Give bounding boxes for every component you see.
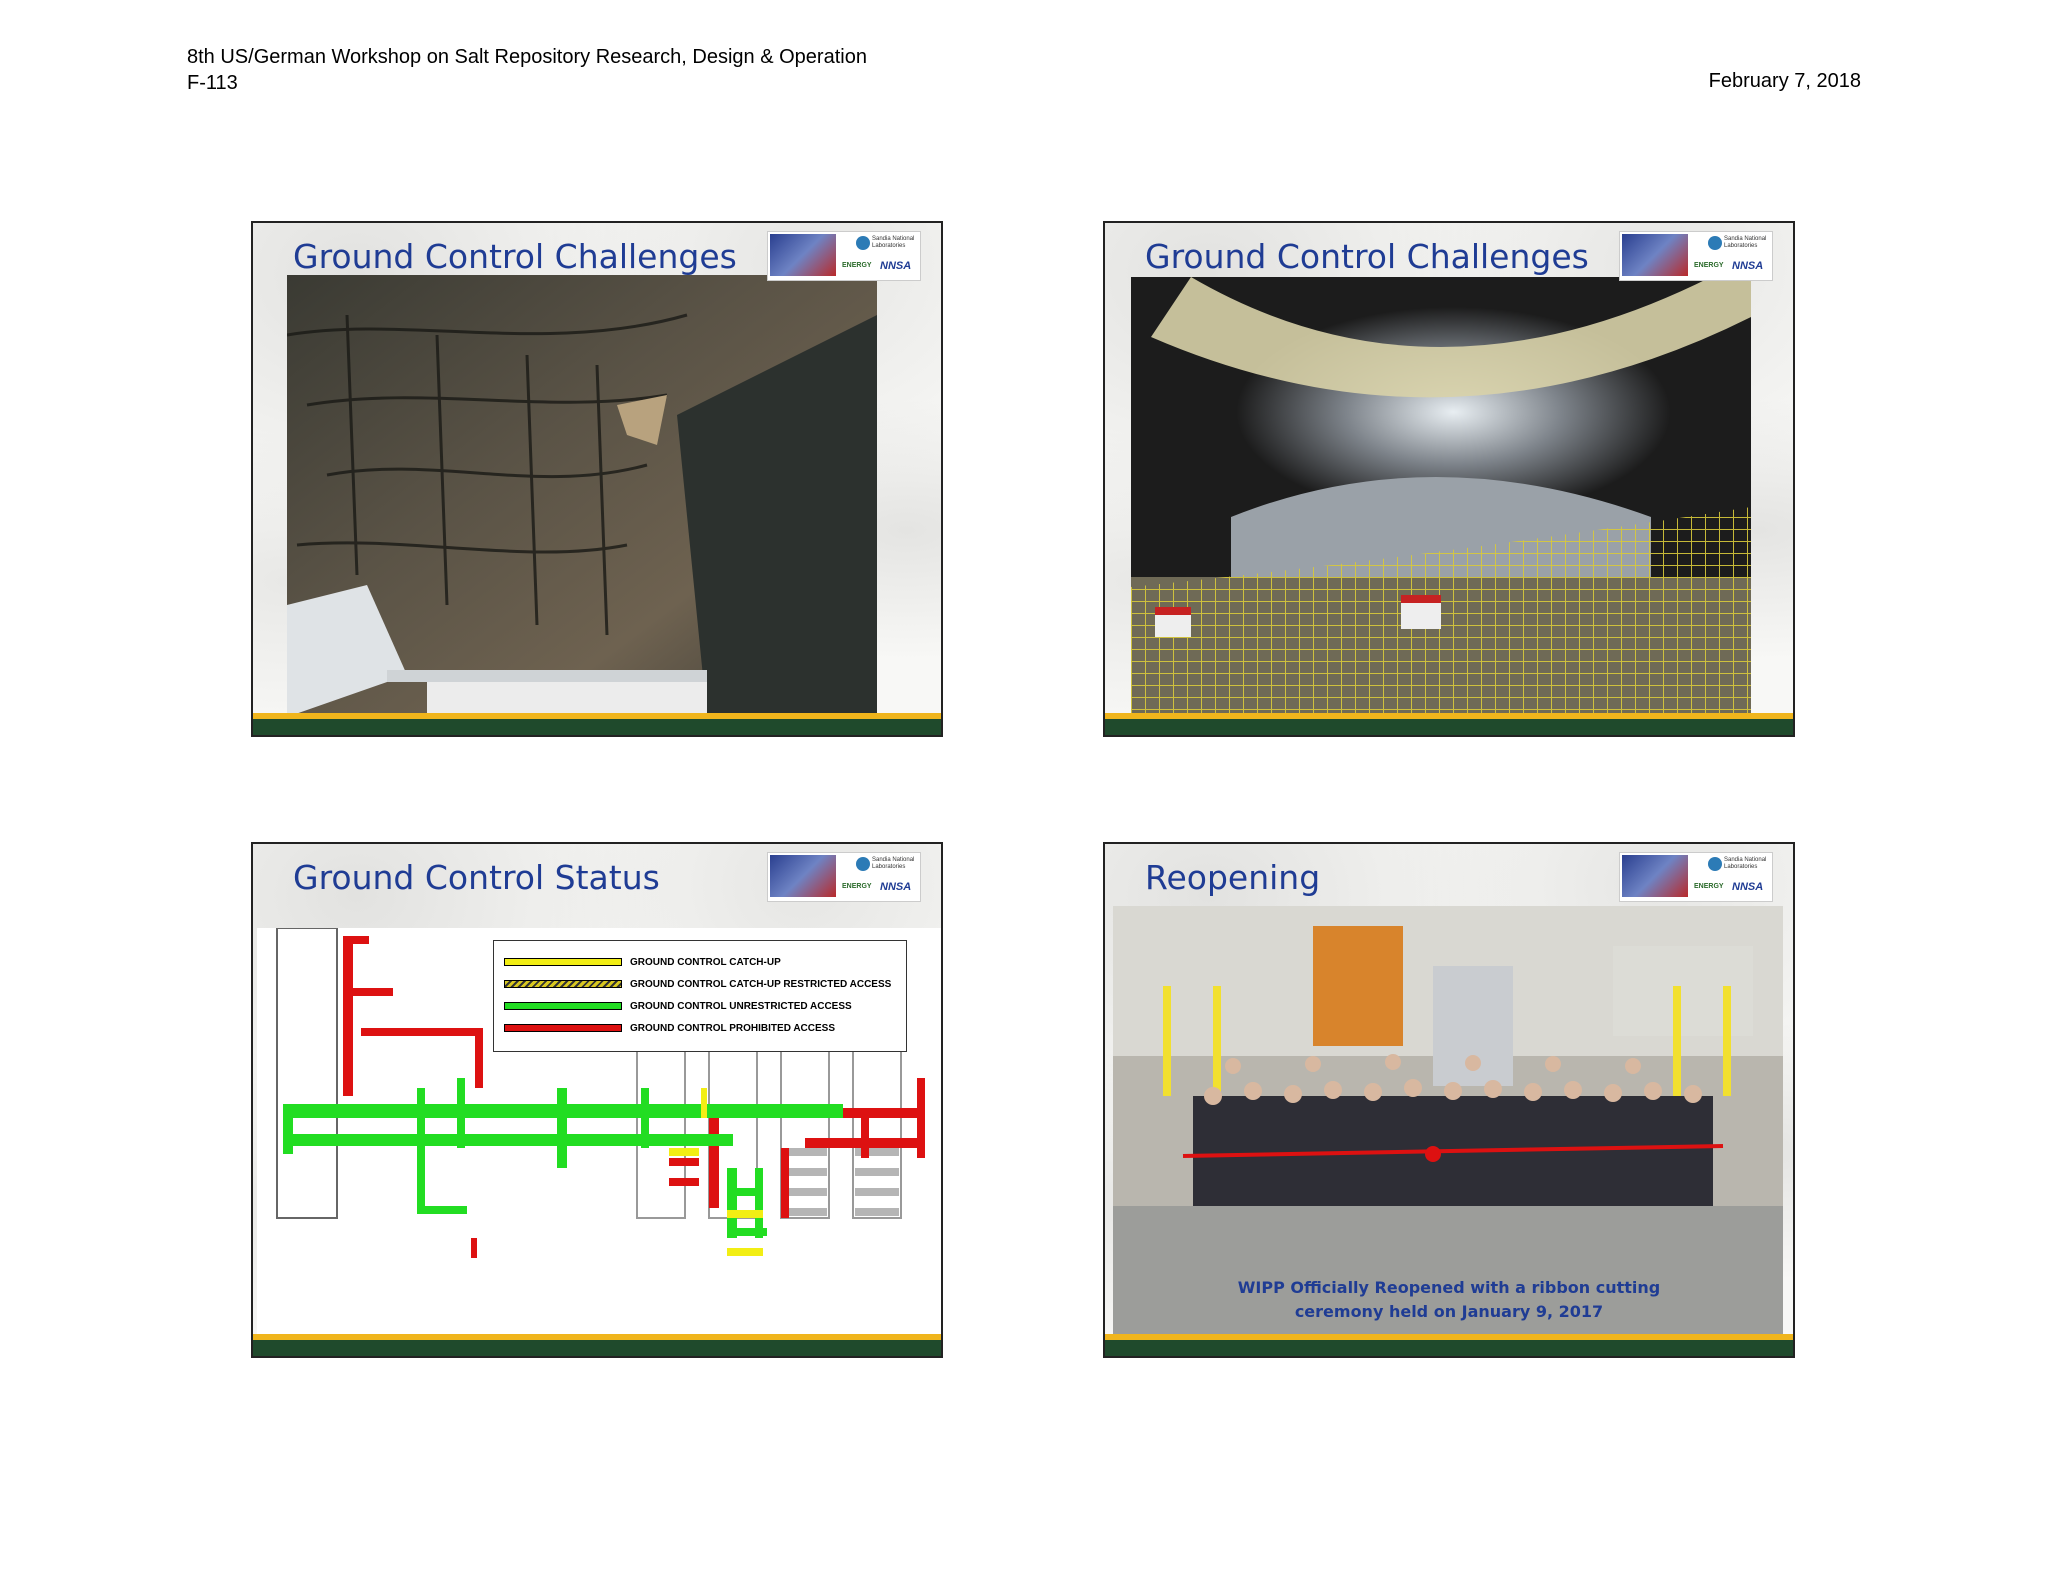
workshop-logo: Sandia National Laboratories ENERGY NNSA: [1619, 852, 1773, 902]
reopening-caption: WIPP Officially Reopened with a ribbon cutting ceremony held on January 9, 2017: [1237, 1278, 1661, 1321]
map-legend: [493, 940, 907, 1052]
slide-title: Ground Control Challenges: [293, 237, 737, 276]
legend-item: GROUND CONTROL PROHIBITED ACCESS: [504, 1021, 835, 1035]
legend-item: GROUND CONTROL CATCH-UP: [504, 955, 781, 969]
legend-item: GROUND CONTROL CATCH-UP RESTRICTED ACCESS: [504, 977, 891, 991]
slide-2: [1103, 221, 1795, 737]
workshop-logo: Sandia National Laboratories ENERGY NNSA: [1619, 231, 1773, 281]
ground-control-netting-photo: [1131, 277, 1751, 737]
header-date: February 7, 2018: [1708, 70, 1861, 92]
document-id: F-113: [187, 72, 238, 94]
header-left: [187, 44, 867, 96]
slide-3: [251, 842, 943, 1358]
workshop-logo: Sandia National Laboratories ENERGY NNSA: [767, 231, 921, 281]
ground-control-photo: [287, 275, 877, 717]
workshop-title: 8th US/German Workshop on Salt Repository Research, Design & Operation: [187, 46, 867, 68]
slide-1: [251, 221, 943, 737]
slide-title: Ground Control Status: [293, 858, 660, 897]
workshop-logo: Sandia National Laboratories ENERGY NNSA: [767, 852, 921, 902]
slide-4: [1103, 842, 1795, 1358]
slide-title: Reopening: [1145, 858, 1321, 897]
legend-item: GROUND CONTROL UNRESTRICTED ACCESS: [504, 999, 852, 1013]
slide-title: Ground Control Challenges: [1145, 237, 1589, 276]
